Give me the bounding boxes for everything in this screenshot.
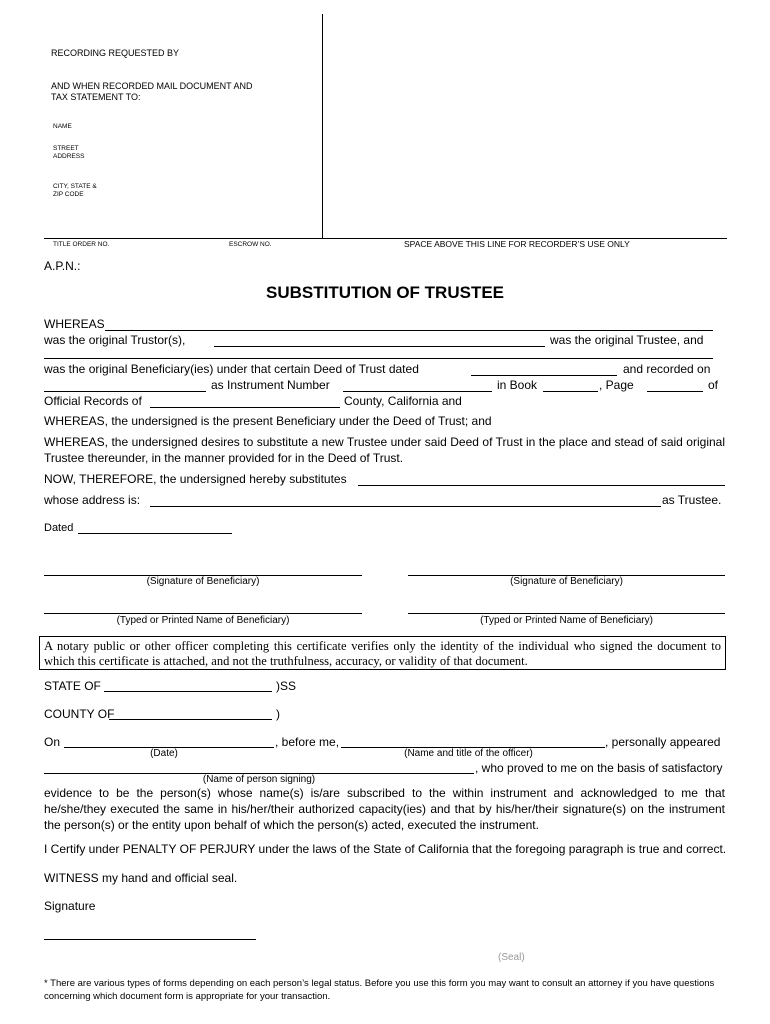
street-label-2: ADDRESS — [53, 153, 85, 160]
witness-text: WITNESS my hand and official seal. — [44, 871, 238, 885]
original-trustor-text: was the original Trustor(s), — [44, 333, 186, 347]
date-caption: (Date) — [150, 748, 178, 759]
deed-date-field[interactable] — [471, 375, 617, 376]
beneficiary-typed-name-line-2[interactable] — [408, 613, 725, 614]
mail-to-label-2: TAX STATEMENT TO: — [51, 92, 141, 102]
apn-label: A.P.N.: — [44, 259, 81, 273]
county-california-text: County, California and — [344, 394, 462, 408]
city-label-1: CITY, STATE & — [53, 183, 97, 190]
evidence-paragraph: evidence to be the person(s) whose name(s) is/are subscribed to the within instrument and acknowledged to me that he/she/they executed the same in his/her/their authorized capacity(ies) and that by his/her/their signature(s) on the instrument the person(s) or the entity upon behalf of which the person(s) acted, executed the instrument. — [44, 786, 725, 832]
instrument-number-text: as Instrument Number — [211, 378, 330, 392]
page-text: , Page — [599, 378, 634, 392]
whereas-label: WHEREAS — [44, 317, 105, 331]
street-label-1: STREET — [53, 145, 79, 152]
official-records-text: Official Records of — [44, 394, 142, 408]
original-trustee-text: was the original Trustee, and — [550, 333, 704, 347]
certify-text: I Certify under PENALTY OF PERJURY under the laws of the State of California that the foregoing paragraph is true and correct. — [44, 842, 727, 856]
recorded-on-text: and recorded on — [623, 362, 711, 376]
header-divider — [322, 14, 323, 238]
now-therefore-text: NOW, THEREFORE, the undersigned hereby substitutes — [44, 472, 347, 486]
of-text: of — [708, 378, 719, 392]
trustor-name-field[interactable] — [105, 330, 713, 331]
trustee-name-field[interactable] — [214, 346, 545, 347]
beneficiary-deed-text: was the original Beneficiary(ies) under that certain Deed of Trust dated — [44, 362, 419, 376]
as-trustee-text: as Trustee. — [662, 493, 722, 507]
new-trustee-field[interactable] — [358, 485, 725, 486]
city-label-2: ZIP CODE — [53, 191, 84, 198]
county-field[interactable] — [150, 407, 340, 408]
trustee-address-field[interactable] — [150, 506, 661, 507]
seal-label: (Seal) — [498, 952, 525, 963]
whereas-present-text: WHEREAS, the undersigned is the present Beneficiary under the Deed of Trust; and — [44, 414, 492, 428]
recording-requested-label: RECORDING REQUESTED BY — [51, 48, 180, 58]
instrument-number-field[interactable] — [343, 391, 492, 392]
person-caption: (Name of person signing) — [202, 774, 316, 785]
before-me-text: , before me, — [275, 735, 340, 749]
page-field[interactable] — [647, 391, 703, 392]
footnote: * There are various types of forms depending on each person’s legal status. Before you use this form you may want to consult an attorney if you have questions concerning which document form is appropriate for your transaction. — [44, 978, 715, 1002]
state-field[interactable] — [104, 691, 272, 692]
beneficiary-typed-name-line-1[interactable] — [44, 613, 362, 614]
recorder-note: SPACE ABOVE THIS LINE FOR RECORDER’S USE ONLY — [404, 239, 630, 249]
recorded-date-field[interactable] — [44, 391, 206, 392]
typed-name-caption-2: (Typed or Printed Name of Beneficiary) — [480, 615, 653, 626]
notary-county-field[interactable] — [109, 719, 272, 720]
title-order-label: TITLE ORDER NO. — [53, 241, 110, 248]
beneficiary-name-field[interactable] — [44, 358, 713, 359]
in-book-text: in Book — [497, 378, 538, 392]
dated-field[interactable] — [78, 533, 232, 534]
ss-label: )SS — [276, 679, 297, 693]
name-label: NAME — [53, 123, 72, 130]
signature-caption-2: (Signature of Beneficiary) — [510, 576, 623, 587]
on-label: On — [44, 735, 61, 749]
mail-to-label-1: AND WHEN RECORDED MAIL DOCUMENT AND — [51, 81, 253, 91]
notary-signature-line[interactable] — [44, 939, 256, 940]
document-title: SUBSTITUTION OF TRUSTEE — [266, 283, 504, 302]
whereas-desires-text: WHEREAS, the undersigned desires to substitute a new Trustee under said Deed of Trust in the place and stead of said original Trustee thereunder, in the manner provided for in the Deed of Trust. — [44, 435, 725, 465]
escrow-label: ESCROW NO. — [229, 241, 272, 248]
state-of-label: STATE OF — [44, 679, 101, 693]
signature-caption-1: (Signature of Beneficiary) — [146, 576, 260, 587]
dated-label: Dated — [44, 522, 74, 534]
whose-address-text: whose address is: — [44, 493, 141, 507]
personally-appeared-text: , personally appeared — [605, 735, 721, 749]
who-proved-text: , who proved to me on the basis of satisfactory — [475, 761, 723, 775]
signature-label: Signature — [44, 899, 96, 913]
county-close-paren: ) — [276, 707, 280, 721]
typed-name-caption-1: (Typed or Printed Name of Beneficiary) — [116, 615, 290, 626]
officer-caption: (Name and title of the officer) — [404, 748, 533, 759]
county-of-label: COUNTY OF — [44, 707, 115, 721]
notary-notice-box: A notary public or other officer completing this certificate verifies only the identity of the individual who signed the document to which this certificate is attached, and not the truthfulness, accuracy, or validity of that document. — [39, 636, 726, 670]
book-field[interactable] — [543, 391, 598, 392]
